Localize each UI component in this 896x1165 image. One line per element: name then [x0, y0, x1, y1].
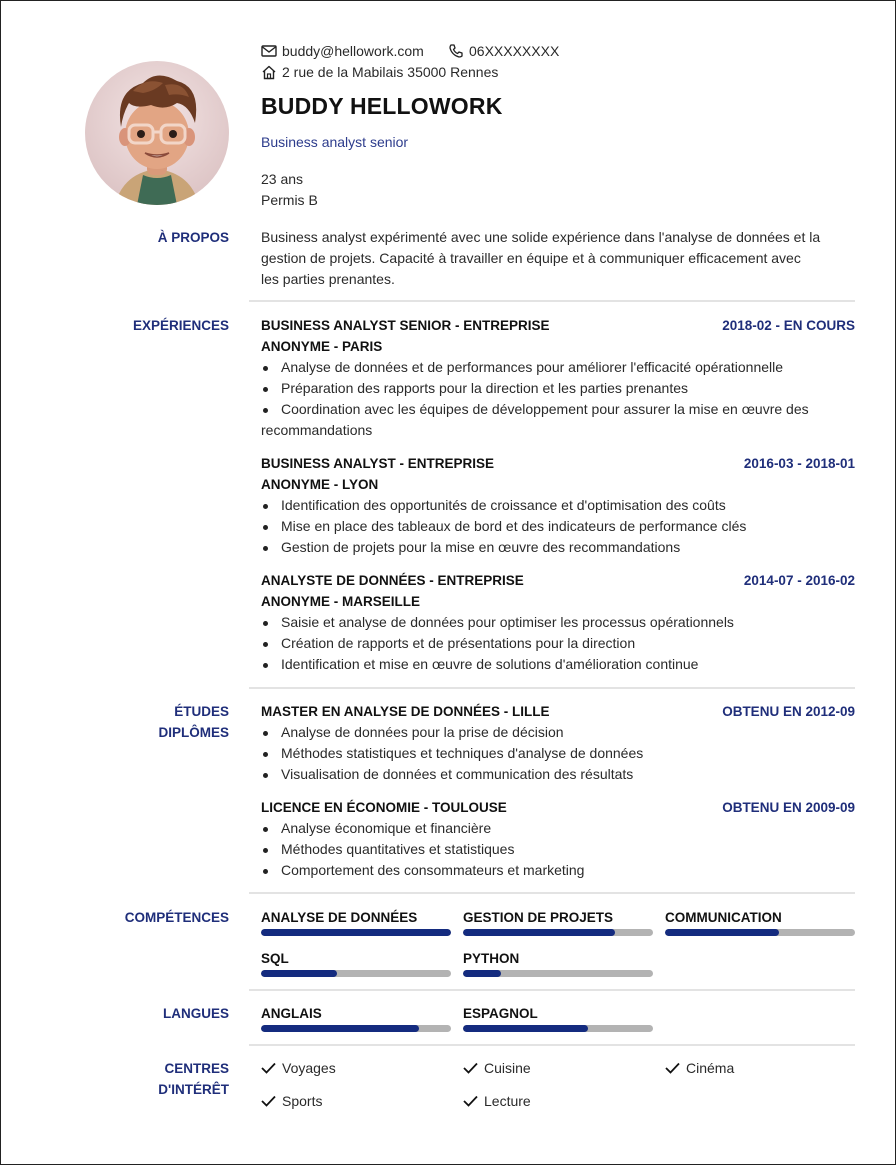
skill-bar-fill	[463, 929, 615, 936]
list-item: Analyse de données et de performances pour améliorer l'efficacité opérationnelle	[261, 357, 861, 378]
list-item: Création de rapports et de présentations pour la direction	[261, 633, 861, 654]
degree-date: OBTENU EN 2012-09	[722, 704, 855, 719]
list-item: Analyse de données pour la prise de décision	[261, 722, 861, 743]
interest-label: Lecture	[484, 1093, 531, 1109]
check-icon	[463, 1095, 478, 1107]
language-item	[463, 1005, 653, 1032]
phone-text[interactable]: 06XXXXXXXX	[469, 43, 560, 59]
about-line: les parties prenantes.	[261, 271, 395, 287]
skill-item	[463, 950, 653, 977]
avatar	[85, 61, 229, 205]
skill-bar	[261, 970, 451, 977]
list-item: Méthodes quantitatives et statistiques	[261, 839, 861, 860]
list-item: Saisie et analyse de données pour optimiser les processus opérationnels	[261, 612, 861, 633]
job-title: ANALYSTE DE DONNÉES - ENTREPRISE	[261, 573, 524, 588]
list-item: Comportement des consommateurs et marketing	[261, 860, 861, 881]
age-text: 23 ans	[261, 171, 304, 187]
interest-label: Sports	[282, 1093, 323, 1109]
degree-bullets	[261, 818, 861, 881]
skill-bar-fill	[261, 929, 451, 936]
job-company: ANONYME - MARSEILLE	[261, 594, 421, 609]
interest-item	[463, 1060, 531, 1076]
skill-bar	[463, 970, 653, 977]
check-icon	[261, 1062, 276, 1074]
degree-bullets	[261, 722, 861, 785]
section-label-line: ÉTUDES	[174, 704, 229, 719]
job-company: ANONYME - LYON	[261, 477, 379, 492]
candidate-name: BUDDY HELLOWORK	[261, 93, 503, 119]
divider	[249, 687, 855, 689]
about-text	[261, 227, 861, 290]
job-date: 2014-07 - 2016-02	[743, 573, 855, 588]
about-line: Business analyst expérimenté avec une solide expérience dans l'analyse de données et la	[261, 229, 821, 245]
skill-bar	[261, 929, 451, 936]
job-date: 2018-02 - EN COURS	[722, 318, 855, 333]
language-name: ANGLAIS	[261, 1006, 322, 1021]
skill-bar	[463, 929, 653, 936]
language-bar-fill	[463, 1025, 588, 1032]
list-item: Méthodes statistiques et techniques d'analyse de données	[261, 743, 861, 764]
job-bullets	[261, 495, 861, 558]
job-title: BUSINESS ANALYST - ENTREPRISE	[261, 456, 495, 471]
degree-date: OBTENU EN 2009-09	[722, 800, 855, 815]
list-item: Identification des opportunités de croissance et d'optimisation des coûts	[261, 495, 861, 516]
interest-label: Cuisine	[484, 1060, 531, 1076]
list-item: Mise en place des tableaux de bord et des indicateurs de performance clés	[261, 516, 861, 537]
divider	[249, 989, 855, 991]
language-bar	[463, 1025, 653, 1032]
interest-item	[261, 1093, 322, 1109]
mail-icon	[261, 44, 277, 58]
skill-name: COMMUNICATION	[665, 910, 782, 925]
divider	[249, 1044, 855, 1046]
list-item: Identification et mise en œuvre de solutions d'amélioration continue	[261, 654, 861, 675]
skill-name: PYTHON	[463, 951, 520, 966]
job-title: BUSINESS ANALYST SENIOR - ENTREPRISE	[261, 318, 550, 333]
degree-title: MASTER EN ANALYSE DE DONNÉES - LILLE	[261, 704, 550, 719]
divider	[249, 300, 855, 302]
bullet-continuation: recommandations	[261, 422, 373, 438]
interest-item	[261, 1060, 336, 1076]
job-role: Business analyst senior	[261, 134, 409, 150]
skill-item	[261, 950, 451, 977]
list-item: Gestion de projets pour la mise en œuvre des recommandations	[261, 537, 861, 558]
skill-name: ANALYSE DE DONNÉES	[261, 910, 418, 925]
section-label-experiences: EXPÉRIENCES	[132, 318, 229, 333]
phone-contact	[448, 43, 559, 59]
section-label-languages: LANGUES	[162, 1006, 229, 1021]
check-icon	[261, 1095, 276, 1107]
skill-item	[665, 909, 855, 936]
interest-item	[463, 1093, 531, 1109]
list-item: Coordination avec les équipes de développement pour assurer la mise en œuvre des	[261, 399, 861, 420]
email-text[interactable]: buddy@hellowork.com	[282, 43, 424, 59]
section-label-about: À PROPOS	[157, 230, 229, 245]
section-label-line: D'INTÉRÊT	[158, 1082, 229, 1097]
skill-name: SQL	[261, 951, 289, 966]
skill-item	[261, 909, 451, 936]
address-contact	[261, 64, 498, 80]
section-label-skills: COMPÉTENCES	[124, 910, 229, 925]
about-line: gestion de projets. Capacité à travailler en équipe et à communiquer efficacement avec	[261, 250, 801, 266]
section-label-line: CENTRES	[164, 1061, 229, 1076]
check-icon	[463, 1062, 478, 1074]
section-label-education	[158, 701, 229, 743]
phone-icon	[448, 43, 464, 59]
interest-item	[665, 1060, 734, 1076]
interest-label: Voyages	[282, 1060, 336, 1076]
language-bar	[261, 1025, 451, 1032]
list-item: Visualisation de données et communication des résultats	[261, 764, 861, 785]
license-text: Permis B	[261, 192, 318, 208]
email-contact	[261, 43, 424, 59]
home-icon	[261, 65, 277, 80]
section-label-line: DIPLÔMES	[158, 725, 229, 740]
skill-bar-fill	[463, 970, 501, 977]
skill-bar-fill	[261, 970, 337, 977]
divider	[249, 892, 855, 894]
list-item: Analyse économique et financière	[261, 818, 861, 839]
check-icon	[665, 1062, 680, 1074]
language-item	[261, 1005, 451, 1032]
job-date: 2016-03 - 2018-01	[743, 456, 855, 471]
skill-item	[463, 909, 653, 936]
language-bar-fill	[261, 1025, 419, 1032]
job-bullets	[261, 357, 861, 420]
list-item: Préparation des rapports pour la direction et les parties prenantes	[261, 378, 861, 399]
section-label-interests	[158, 1058, 229, 1100]
skill-bar	[665, 929, 855, 936]
job-bullets	[261, 612, 861, 675]
language-name: ESPAGNOL	[463, 1006, 538, 1021]
degree-title: LICENCE EN ÉCONOMIE - TOULOUSE	[261, 800, 507, 815]
skill-name: GESTION DE PROJETS	[463, 910, 614, 925]
interest-label: Cinéma	[686, 1060, 735, 1076]
address-text: 2 rue de la Mabilais 35000 Rennes	[282, 64, 499, 80]
skill-bar-fill	[665, 929, 779, 936]
job-company: ANONYME - PARIS	[261, 339, 383, 354]
